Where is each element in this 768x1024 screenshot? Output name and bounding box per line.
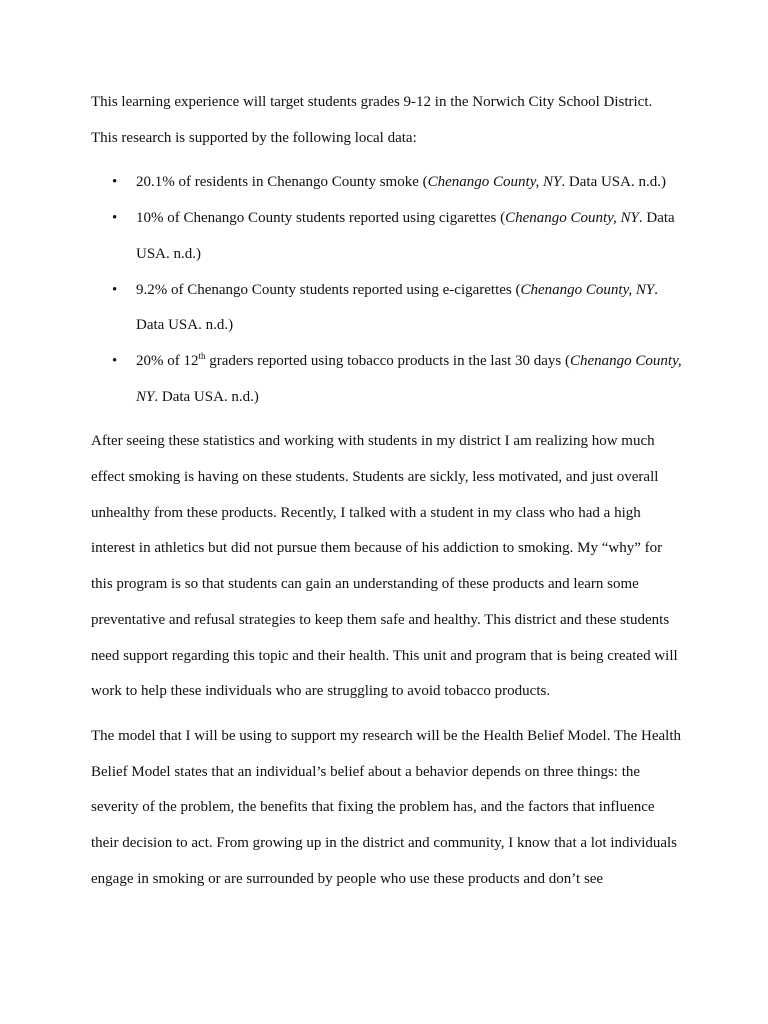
paragraph-health-belief-model: The model that I will be using to support my research will be the Health Belief Model. The Health Belief Model states that an individual’s belief about a behavior depends on three things: the severity of the problem, the benefits that fixing the problem has, and the factors that influence their decision to act. From growing up in the district and community, I know that a lot individuals engage in smoking or are surrounded by people who use these products and don’t see bbox=[91, 727, 681, 887]
bullet-text: 20% of 12 bbox=[136, 352, 199, 369]
bullet-icon: • bbox=[112, 352, 118, 369]
citation-suffix: . Data USA. n.d.) bbox=[154, 388, 259, 405]
paragraph-why-program: After seeing these statistics and working with students in my district I am realizing how much effect smoking is having on these students. Students are sickly, less motivated, and just overall unhealthy from these products. Recently, I talked with a student in my class who had a high interest in athletics but did not pursue them because of his addiction to smoking. My “why” for this program is so that students can gain an understanding of these products and learn some preventative and refusal strategies to keep them safe and healthy. This district and these students need support regarding this topic and their health. This unit and program that is being created will work to help these individuals who are struggling to avoid tobacco products. bbox=[91, 433, 678, 700]
citation-source: Chenango County, NY bbox=[136, 352, 682, 405]
statistics-list bbox=[91, 165, 683, 415]
bullet-text-continued: graders reported using tobacco products in the last 30 days ( bbox=[205, 352, 570, 369]
ordinal-superscript: th bbox=[198, 350, 206, 361]
bullet-text: 20.1% of residents in Chenango County smoke ( bbox=[136, 174, 428, 191]
bullet-text: 9.2% of Chenango County students reported using e-cigarettes ( bbox=[136, 281, 521, 298]
list-item bbox=[91, 201, 683, 272]
bullet-text: 10% of Chenango County students reported using cigarettes ( bbox=[136, 210, 506, 227]
intro-line-1: This learning experience will target students grades 9-12 in the Norwich City School District. bbox=[91, 94, 653, 110]
list-item bbox=[91, 273, 683, 344]
bullet-icon: • bbox=[112, 281, 118, 298]
intro-line-2: This research is supported by the following local data: bbox=[91, 129, 417, 146]
citation-suffix: . Data USA. n.d.) bbox=[561, 174, 666, 191]
citation-source: Chenango County, NY bbox=[427, 174, 562, 191]
citation-source: Chenango County, NY bbox=[520, 281, 655, 298]
citation-source: Chenango County, NY bbox=[505, 210, 639, 227]
bullet-icon: • bbox=[112, 210, 118, 227]
list-item bbox=[91, 165, 683, 201]
citation-suffix: . Data USA. n.d.) bbox=[136, 281, 659, 334]
document-body bbox=[91, 85, 683, 897]
citation-suffix: . Data USA. n.d.) bbox=[136, 210, 675, 262]
list-item bbox=[91, 344, 683, 415]
bullet-icon: • bbox=[112, 174, 118, 191]
